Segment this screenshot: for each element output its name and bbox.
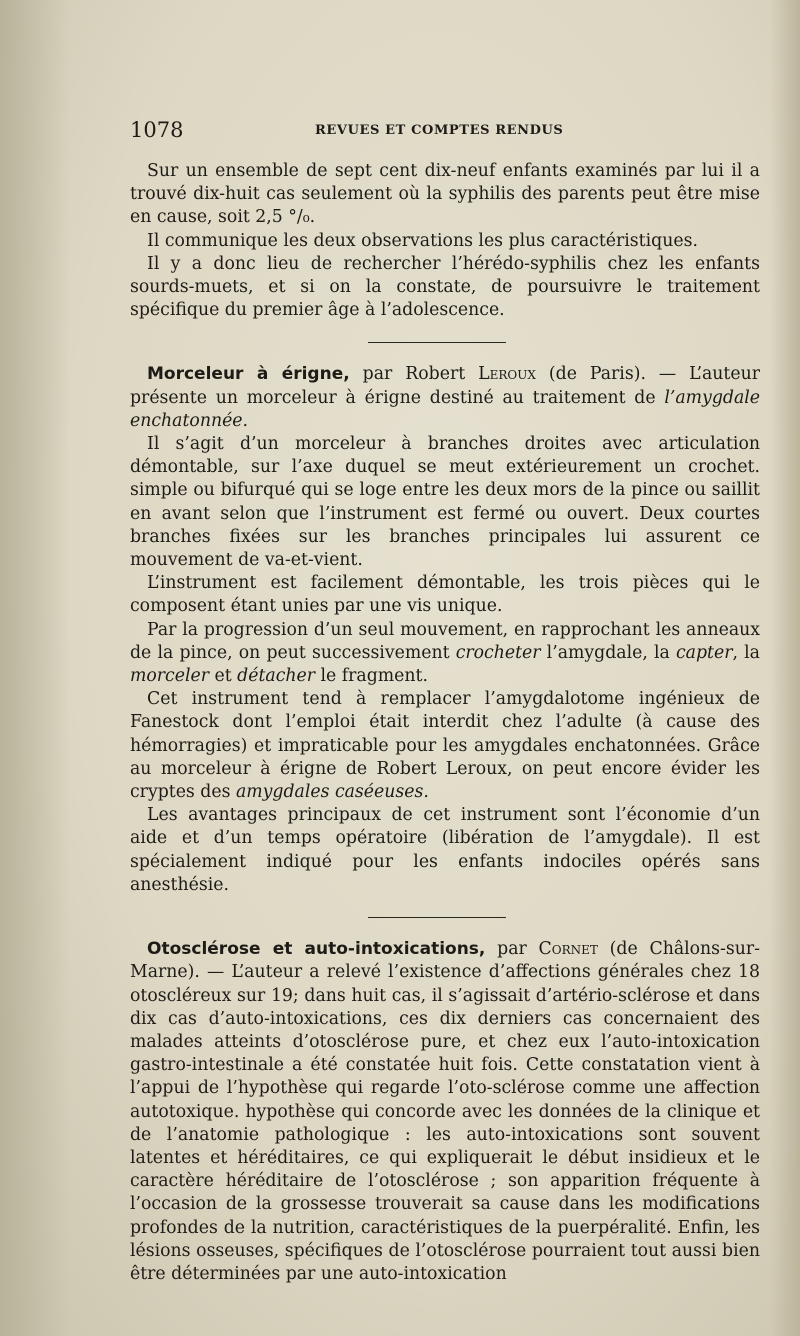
page-body	[130, 160, 760, 1286]
paragraph-text: le fragment.	[315, 666, 428, 687]
paragraph-text: Par la progression d’un seul mouvement, en rapprochant les anneaux de la pince, on peut successivement	[130, 619, 760, 663]
emphasis-text: capter	[676, 642, 733, 663]
paragraph-text: (de Paris). — L’auteur présente un morceleur à érigne destiné au traitement de	[130, 364, 760, 408]
page-shadow-left	[0, 0, 70, 1336]
article-title: Morceleur à érigne,	[147, 364, 350, 385]
paragraph: Les avantages principaux de cet instrument sont l’économie d’un aide et d’un temps opératoire (libération de l’amygdale). Il est spécialement indiqué pour les enfants indociles opérés sans anesthésie.	[130, 805, 760, 895]
section-divider	[368, 342, 506, 343]
author-name: Cornet	[538, 939, 598, 960]
article-title: Otosclérose et auto-intoxications,	[147, 939, 486, 960]
paragraph: Il communique les deux observations les plus caractéristiques.	[147, 230, 698, 251]
section-divider	[368, 917, 506, 918]
paragraph-text: et	[208, 666, 238, 687]
paragraph	[130, 688, 760, 804]
emphasis-text: morceler	[130, 666, 209, 687]
byline-text: par	[485, 939, 539, 960]
page-shadow-right	[770, 0, 800, 1336]
paragraph: L’instrument est facilement démontable, les trois pièces qui le composent étant unies par une vis unique.	[130, 573, 760, 617]
paragraph-text: (de Châlons-sur-Marne). — L’auteur a relevé l’existence d’affections générales chez 18 otoscléreux sur 19; dans huit cas, il s’agissait d’artério-sclérose et dans dix cas d’auto-intoxications, ces dix derniers cas concernaient des malades atteints d’otosclérose pure, et chez eux l’auto-intoxication gastro-intestinale a été constatée huit fois. Cette constatation vient à l’appui de l’hypothèse qui regarde l’oto-sclérose comme une affection autotoxique. hypothèse qui concorde avec les données de la clinique et de l’anatomie pathologique : les auto-intoxications sont souvent latentes et héréditaires, ce qui expliquerait le début insidieux et le caractère héréditaire de l’otosclérose ; son apparition fréquente à l’occasion de la grossesse trouverait sa cause dans les modifications profondes de la nutrition, caractéristiques de la puerpéralité. Enfin, les lésions osseuses, spécifiques de l’otosclérose pourraient tout aussi bien être déterminées par une auto-intoxication	[130, 939, 760, 1284]
paragraph	[130, 619, 760, 689]
paragraph: Il y a donc lieu de rechercher l’hérédo-syphilis chez les enfants sourds-muets, et si on la constate, de poursuivre le traitement spécifique du premier âge à l’adolescence.	[130, 253, 760, 321]
byline-text: par Robert	[349, 364, 479, 385]
page-header	[130, 118, 760, 148]
emphasis-text: amygdales caséeuses.	[235, 782, 429, 803]
emphasis-text: détacher	[237, 666, 315, 687]
paragraph-text: Cet instrument tend à remplacer l’amygdalotome ingénieux de Fanestock dont l’emploi était interdit chez l’adulte (à cause des hémorragies) et impraticable pour les amygdales enchatonnées. Grâce au morceleur à érigne de Robert Leroux, on peut encore évider les cryptes des	[130, 689, 760, 803]
running-title: REVUES ET COMPTES RENDUS	[315, 123, 564, 138]
page-number: 1078	[130, 118, 184, 142]
paragraph-text: l’amygdale, la	[540, 642, 676, 663]
paragraph-text: , la	[732, 642, 760, 663]
paragraph: Sur un ensemble de sept cent dix-neuf enfants examinés par lui il a trouvé dix-huit cas seulement où la syphilis des parents peut être mise en cause, soit 2,5 °/₀.	[130, 161, 760, 228]
article-morceleur-intro	[130, 363, 760, 433]
emphasis-text: l’amygdale enchatonnée.	[130, 387, 760, 431]
emphasis-text: crocheter	[455, 642, 541, 663]
author-name: Leroux	[478, 364, 536, 385]
article-otosclerose	[130, 938, 760, 1286]
paragraph: Il s’agit d’un morceleur à branches droites avec articulation démontable, sur l’axe duquel se meut extérieurement un crochet. simple ou bifurqué qui se loge entre les deux mors de la pince ou saillit en avant selon que l’instrument est fermé ou ouvert. Deux courtes branches fixées sur les branches principales lui assurent ce mouvement de va-et-vient.	[130, 434, 760, 571]
